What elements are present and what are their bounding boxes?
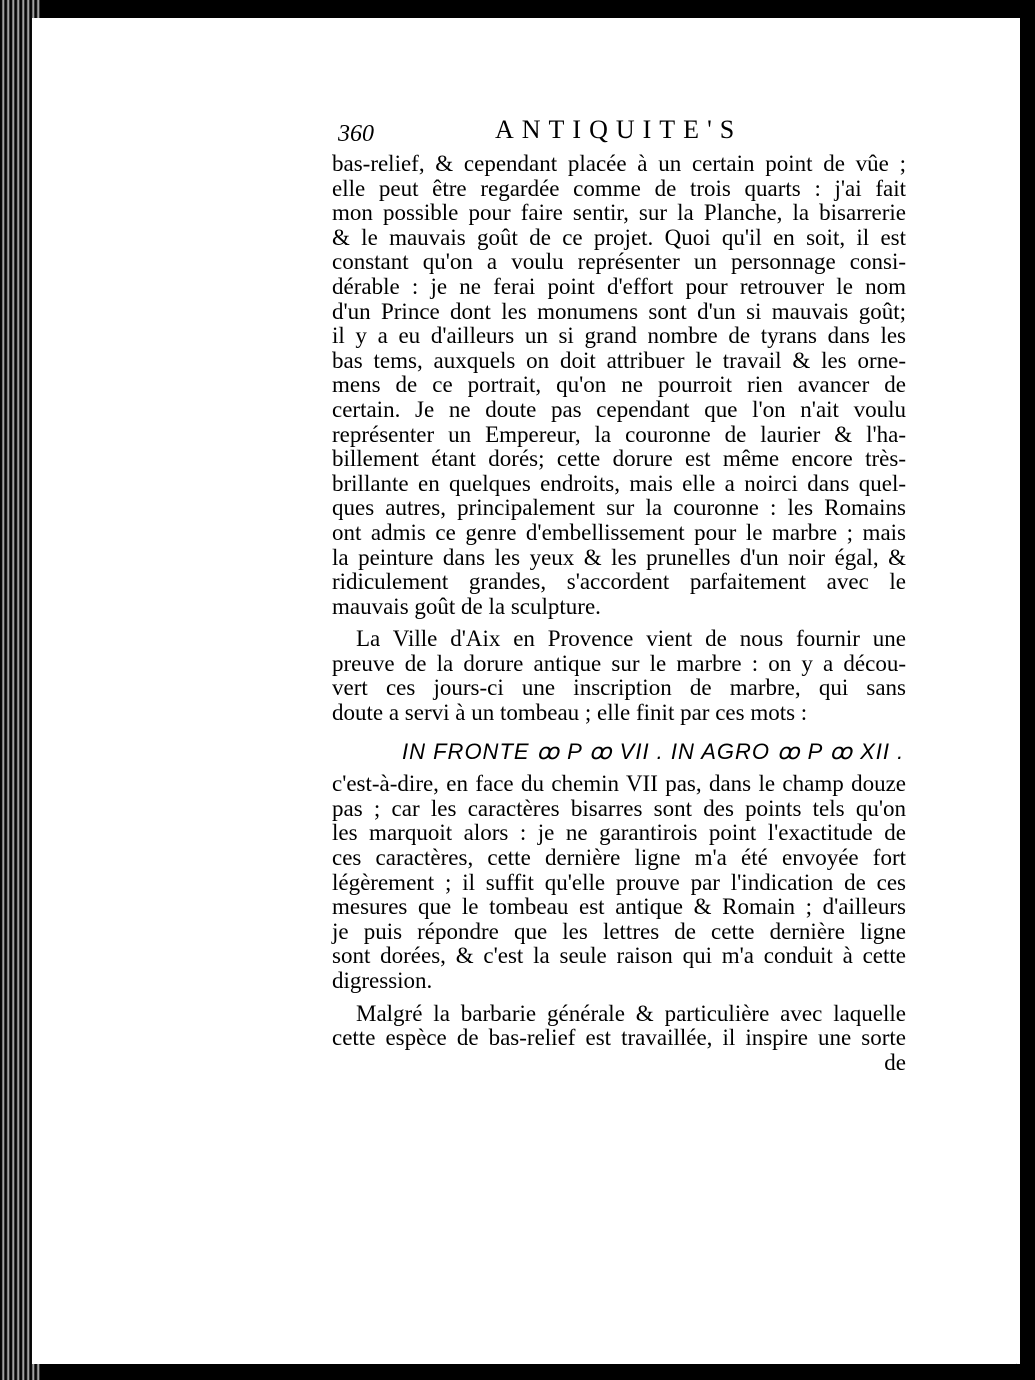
text-line: vert ces jours-ci une inscription de marbre, qui sans: [332, 675, 906, 701]
inscription-line: IN FRONTE ꝏ P ꝏ VII . IN AGRO ꝏ P ꝏ XII .: [402, 738, 905, 764]
text-line: ont admis ce genre d'embellissement pour le marbre ; mais: [332, 519, 906, 545]
text-line: cette espèce de bas-relief est travaillée, il inspire une sorte: [332, 1025, 906, 1051]
text-line: & le mauvais goût de ce projet. Quoi qu'il en soit, il est: [332, 224, 906, 250]
text-line: doute a servi à un tombeau ; elle finit par ces mots :: [332, 700, 808, 726]
text-line: mens de ce portrait, qu'on ne pourroit rien avancer de: [332, 372, 906, 398]
text-line: ridiculement grandes, s'accordent parfaitement avec le: [332, 569, 906, 595]
text-line: mesures que le tombeau est antique & Romain ; d'ailleurs: [332, 894, 906, 920]
text-line: d'un Prince dont les monumens sont d'un si mauvais goût;: [332, 298, 906, 324]
text-line: brillante en quelques endroits, mais elle a noirci dans quel-: [332, 470, 906, 496]
text-line: ces caractères, cette dernière ligne m'a été envoyée fort: [332, 845, 906, 871]
page-header: [332, 115, 906, 152]
text-line: preuve de la dorure antique sur le marbre : on y a décou-: [332, 650, 906, 676]
text-line: pas ; car les caractères bisarres sont des points tels qu'on: [332, 795, 906, 821]
running-title: ANTIQUITE'S: [495, 115, 743, 144]
paragraph-4: [332, 1002, 906, 1076]
text-line: la peinture dans les yeux & les prunelles d'un noir égal, &: [332, 544, 906, 570]
text-line: billement étant dorés; cette dorure est même encore très-: [332, 446, 906, 472]
paragraph-1: [332, 152, 906, 619]
text-line: digression.: [332, 968, 433, 993]
text-line: ques autres, principalement sur la couronne : les Romains: [332, 495, 906, 521]
page-text-block: [332, 115, 906, 1075]
text-line: bas-relief, & cependant placée à un certain point de vûe ;: [332, 151, 906, 176]
text-line: constant qu'on a voulu représenter un personnage consi-: [332, 249, 906, 275]
text-line: mauvais goût de la sculpture.: [332, 593, 601, 619]
text-line: légèrement ; il suffit qu'elle prouve par l'indication de ces: [332, 869, 906, 895]
text-line: La Ville d'Aix en Provence vient de nous fournir une: [356, 626, 906, 652]
catchword: de: [884, 1049, 906, 1075]
text-line: Malgré la barbarie générale & particulière avec laquelle: [356, 1000, 906, 1026]
text-line: il y a eu d'ailleurs un si grand nombre de tyrans dans les: [332, 323, 906, 349]
text-line: je puis répondre que les lettres de cette dernière ligne: [332, 918, 906, 944]
paragraph-2: [332, 627, 906, 725]
text-line: bas tems, auxquels on doit attribuer le travail & les orne-: [332, 347, 906, 373]
text-line: c'est-à-dire, en face du chemin VII pas, dans le champ douze: [332, 771, 906, 797]
text-line: certain. Je ne doute pas cependant que l'on n'ait voulu: [332, 396, 906, 422]
text-line: mon possible pour faire sentir, sur la Planche, la bisarrerie: [332, 200, 906, 226]
text-line: représenter un Empereur, la couronne de laurier & l'ha-: [332, 421, 906, 447]
page-number: 360: [338, 121, 374, 147]
text-line: dérable : je ne ferai point d'effort pour retrouver le nom: [332, 273, 906, 299]
text-line: sont dorées, & c'est la seule raison qui m'a conduit à cette: [332, 943, 906, 969]
page-corner-mark: [988, 1352, 1017, 1364]
text-line: elle peut être regardée comme de trois quarts : j'ai fait: [332, 175, 906, 201]
paragraph-3: [332, 772, 906, 993]
text-line: les marquoit alors : je ne garantirois point l'exactitude de: [332, 820, 906, 846]
